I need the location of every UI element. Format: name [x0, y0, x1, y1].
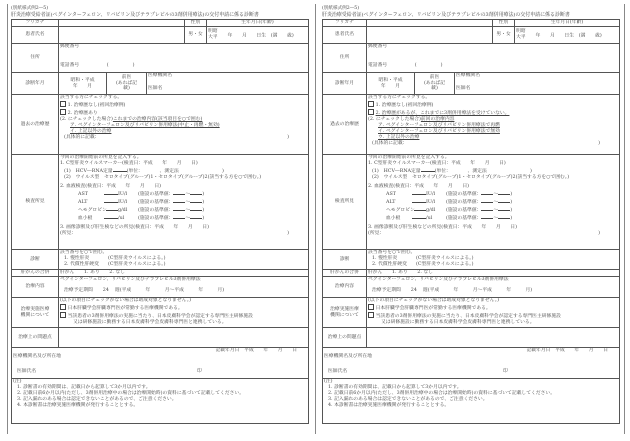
phone-label: 電話番号 [368, 62, 388, 68]
doctor-name-label: 医師名 [456, 85, 471, 91]
note-item: 1. 診断書の有効期間は、記載日から起算して3か月以内です。 [328, 384, 462, 390]
past-treatment-sub-item[interactable]: イ. ペグインターフェロン及びリバビリン併用療法で無効 [378, 129, 500, 135]
exam-findings-field: 今回の治療開始前の所見を記入する。 1. C型肝炎ウイルスマーカー(検査日：平成 年 月 日) (1) HCV―RNA定量 (単位： 、測定法 ) (2) ウイルス型 セロタイプ(グループ)1・セロタイプ(グループ)2(該当する方を○で囲む。) 2. 血液検査(検査日：平成 年 月 日) AST IU/l (施設の基準値： ～ ) ALT IU/l (施設の基準値： ～ ) ヘモグロビン g/dl (施設の基準値： ～ ) 血小板 /ul (施設の基準値： ～ ) 3. 画像診断及び肝生検などの所見(検査日：平成 年 月 日) (所見： ) [59, 155, 309, 250]
blood-row-ast[interactable]: AST IU/l (施設の基準値： ～ ) [78, 191, 205, 197]
past-treatment-sub-item[interactable]: ア. ペグインターフェロン及びリバビリン併用療法(中止・再燃・無効) [70, 123, 220, 129]
furigana-label: フリガナ [12, 20, 59, 27]
sex-options[interactable]: 男・女 [185, 27, 207, 44]
diagnosis-date-field[interactable]: 昭和・平成 年 月 [59, 73, 107, 95]
facility-check-1[interactable]: 日本肝臓学会肝臓専門医が常勤する医療機関である。 [368, 304, 618, 312]
past-treatment-label: 過去の治療歴 [323, 95, 367, 155]
hcv-rna-field[interactable]: (1) HCV―RNA定量 (単位： 、測定法 ) [64, 168, 224, 174]
diagnosis-label: 診断 [12, 250, 59, 270]
blood-row-alt[interactable]: ALT IU/l (施設の基準値： ～ ) [386, 199, 513, 205]
institution-name-label: 医療機関名 [148, 73, 172, 78]
treatment-period[interactable]: 治療予定期間 24 週(平成 年 月～平成 年 月) [372, 287, 533, 293]
diagnosis-form-table [322, 19, 620, 424]
treatment-period[interactable]: 治療予定期間 24 週(平成 年 月～平成 年 月) [64, 287, 225, 293]
phone-label: 電話番号 [60, 62, 80, 68]
patient-name-label: 患者氏名 [323, 27, 367, 44]
treatment-regimen: ペグインターフェロン、リバビリン及びテラプレビル3剤併用療法 [368, 277, 509, 282]
checkbox-icon[interactable] [60, 312, 66, 318]
past-treatment-option-1[interactable]: 1. 治療歴なし(初回治療例) [60, 101, 307, 109]
exam-findings-label: 検査所見 [323, 155, 367, 250]
exam-findings-label: 検査所見 [12, 155, 59, 250]
notes-block: (注) 1. 診断書の有効期間は、記載日から起算して3か月以内です。 2. 記載日前6か月以内(ただし、3剤併用治療中の場合は治療開始時)の資料に基づいて記載してください。 3. 記入漏れのある場合は認定できないことがあるので、ご注意ください。 4. 本診断書は治療実施医療機関が発行することとする。 [12, 379, 309, 424]
facility-label: 治療実施医療 機関について [323, 298, 367, 328]
past-treatment-field: 該当する方にチェックする。 1. 治療歴なし(初回治療例) 2. 治療歴あり (2. にチェックした場合)これまでの治療内容(該当項目を○で囲む) ア. ペグインターフェロン及びリバビリン併用療法(中止・再燃・無効) イ. 上記以外の治療 (具体的に記載： ) [59, 95, 309, 155]
diagnosis-option-1[interactable]: 1. 慢性肝炎 (C型肝炎ウイルスによる。) [372, 255, 474, 261]
furigana-field[interactable] [367, 20, 493, 27]
address-field[interactable] [59, 44, 309, 73]
liver-cancer-label: 肝がんの合併 [12, 270, 59, 277]
era-option-1[interactable]: 明昭 [208, 29, 218, 35]
facility-check-2[interactable]: 当該患者の3剤併用療法の実施に当たり、日本皮膚科学会が認定する専門医主研修施設 [60, 312, 307, 320]
diagnosis-field: 該当番号を○で囲む。 1. 慢性肝炎 (C型肝炎ウイルスによる。) 2. 代償性肝硬変 (C型肝炎ウイルスによる。) [367, 250, 620, 270]
facility-field: (以下の項目にチェックがない場合は助成対象となりません。) 日本肝臓学会肝臓専門医が常勤する医療機関である。 当該患者の3剤併用療法の実施に当たり、日本皮膚科学会が認定する専門医主研修施設 又は研修施設に勤務する日本皮膚科学会皮膚科専門医と連携している。 [59, 298, 309, 328]
note-item: 4. 本診断書は治療実施医療機関が発行することとする。 [17, 402, 139, 408]
dob-field[interactable] [207, 27, 309, 44]
checkbox-icon[interactable] [368, 109, 374, 115]
page-right-margin-line [624, 4, 625, 434]
era-option-2[interactable]: 大平 [516, 35, 526, 40]
diagnosis-form-table [11, 19, 309, 424]
diagnosis-field: 該当番号を○で囲む。 1. 慢性肝炎 (C型肝炎ウイルスによる。) 2. 代償性肝硬変 (C型肝炎ウイルスによる。) [59, 250, 309, 270]
patient-name-field[interactable] [367, 27, 493, 44]
problems-field[interactable] [59, 328, 309, 348]
diagnosis-date-field[interactable]: 昭和・平成 年 月 [367, 73, 415, 95]
form-title: 肝炎治療受給者証(ペグインターフェロン、リバビリン及びテラプレビルの3剤併用療法)の交付申請に係る診断書 [11, 12, 259, 18]
dob-fields: 年 月 日生 (満 歳) [535, 33, 602, 39]
past-treatment-sub-item[interactable]: ウ. 上記以外の治療 [378, 135, 420, 141]
past-treatment-field: 該当する方にチェックする。 1. 治療歴なし(初回治療例) 2. 治療歴があるが、これまでに3剤併用療法を受けていない。 (2. にチェックした場合)前回の治療内容 ア. ペグインターフェロン及びリバビリン併用療法で再燃 イ. ペグインターフェロン及びリバビリン併用療法で無効 ウ. 上記以外の治療 (具体的に記載： ) [367, 95, 620, 155]
record-date[interactable]: 記載年月日 平成 年 月 日 [215, 348, 297, 353]
diagnosis-label: 診断 [323, 250, 367, 270]
notes-block: (注) 1. 診断書の有効期間は、記載日から起算して3か月以内です。 2. 記載日前6か月以内(ただし、3剤併用治療中の場合は治療開始時)の資料に基づいて記載してください。 3. 記入漏れのある場合は認定できないことがあるので、ご注意ください。 4. 本診断書は治療実施医療機関が発行することとする。 [323, 379, 620, 424]
record-date[interactable]: 記載年月日 平成 年 月 日 [526, 348, 608, 353]
form-number: (別紙様式例2―5) [322, 6, 359, 11]
patient-name-field[interactable] [59, 27, 185, 44]
doctor-name-label: 医師名 [148, 85, 163, 91]
previous-doctor-field[interactable] [455, 73, 620, 95]
institution-address-label: 医療機関名及び所在地 [13, 353, 61, 359]
furigana-field[interactable] [59, 20, 185, 27]
findings-field[interactable]: (所見： ) [60, 230, 289, 236]
era-option-2[interactable]: 大平 [208, 35, 218, 40]
previous-doctor-label: 前医 (あれば記 載) [107, 73, 147, 95]
diagnosis-option-2[interactable]: 2. 代償性肝硬変 (C型肝炎ウイルスによる。) [64, 261, 166, 267]
checkbox-icon[interactable] [368, 312, 374, 318]
facility-check-2[interactable]: 当該患者の3剤併用療法の実施に当たり、日本皮膚科学会が認定する専門医主研修施設 [368, 312, 618, 320]
seal-mark: 印 [503, 368, 508, 374]
past-treatment-label: 過去の治療歴 [12, 95, 59, 155]
doctor-signature[interactable]: 医師氏名 印 [328, 368, 508, 374]
dob-fields: 年 月 日生 (満 歳) [227, 33, 294, 39]
dob-field[interactable] [515, 27, 620, 44]
past-treatment-detail[interactable]: (具体的に記載： ) [64, 135, 289, 141]
diagnosis-option-2[interactable]: 2. 代償性肝硬変 (C型肝炎ウイルスによる。) [372, 261, 474, 267]
form-number: (別紙様式例2―5) [11, 6, 48, 11]
furigana-label: フリガナ [323, 20, 367, 27]
blood-row-alt[interactable]: ALT IU/l (施設の基準値： ～ ) [78, 199, 205, 205]
patient-name-label: 患者氏名 [12, 27, 59, 44]
virus-type-field[interactable]: (2) ウイルス型 セロタイプ(グループ)1・セロタイプ(グループ)2(該当する方を○で囲む。) [372, 174, 570, 180]
dob-label: 生年月日(年齢) [515, 20, 620, 27]
virus-type-field[interactable]: (2) ウイルス型 セロタイプ(グループ)1・セロタイプ(グループ)2(該当する方を○で囲む。) [64, 174, 262, 180]
treatment-field [367, 277, 620, 298]
doctor-signature[interactable]: 医師氏名 印 [17, 368, 202, 374]
address-field[interactable] [367, 44, 620, 73]
postal-code-label: 郵便番号 [368, 44, 388, 49]
problems-field[interactable] [367, 328, 620, 348]
address-label: 住所 [323, 44, 367, 73]
treatment-field [59, 277, 309, 298]
diagnosis-date-label: 診断年月 [12, 73, 59, 95]
diagnosis-option-1[interactable]: 1. 慢性肝炎 (C型肝炎ウイルスによる。) [64, 255, 166, 261]
liver-cancer-label: 肝がんの合併 [323, 270, 367, 277]
diagnosis-date-label: 診断年月 [323, 73, 367, 95]
form-page-2 [322, 6, 620, 424]
past-treatment-option-1[interactable]: 1. 治療歴なし(初回治療例) [368, 101, 618, 109]
past-treatment-option-2[interactable]: 2. 治療歴があるが、これまでに3剤併用療法を受けていない。 [368, 109, 618, 117]
note-item: 1. 診断書の有効期間は、記載日から起算して3か月以内です。 [17, 384, 151, 390]
previous-doctor-label: 前医 (あれば記 載) [415, 73, 455, 95]
sex-options[interactable]: 男・女 [493, 27, 515, 44]
past-treatment-detail[interactable]: (具体的に記載： ) [372, 141, 600, 147]
sex-label: 性別 [493, 20, 515, 27]
seal-mark: 印 [197, 368, 202, 374]
facility-field: (以下の項目にチェックがない場合は助成対象となりません。) 日本肝臓学会肝臓専門医が常勤する医療機関である。 当該患者の3剤併用療法の実施に当たり、日本皮膚科学会が認定する専門医主研修施設 又は研修施設に勤務する日本皮膚科学会皮膚科専門医と連携している。 [367, 298, 620, 328]
blood-row-platelet[interactable]: 血小板 /ul (施設の基準値： ～ ) [78, 215, 205, 221]
treatment-label: 治療内容 [12, 277, 59, 298]
hcv-rna-field[interactable]: (1) HCV―RNA定量 (単位： 、測定法 ) [372, 168, 532, 174]
problems-label: 治療上の問題点 [323, 328, 367, 348]
note-item: 2. 記載日前6か月以内(ただし、3剤併用治療中の場合は治療開始時)の資料に基づいて記載してください。 [17, 390, 245, 396]
sex-label: 性別 [185, 20, 207, 27]
note-item: 3. 記入漏れのある場合は認定できないことがあるので、ご注意ください。 [17, 396, 177, 402]
blood-row-hemoglobin[interactable]: ヘモグロビン g/dl (施設の基準値： ～ ) [78, 207, 205, 213]
problems-label: 治療上の問題点 [12, 328, 59, 348]
checkbox-icon[interactable] [60, 304, 66, 310]
form-title: 肝炎治療受給者証(ペグインターフェロン、リバビリン及びテラプレビルの3剤併用療法)の交付申請に係る診断書 [322, 12, 570, 18]
blood-row-ast[interactable]: AST IU/l (施設の基準値： ～ ) [386, 191, 513, 197]
liver-cancer-options[interactable]: 肝がん 1. あり 2. なし [367, 270, 620, 277]
postal-code-label: 郵便番号 [60, 44, 80, 49]
treatment-regimen: ペグインターフェロン、リバビリン及びテラプレビル3剤併用療法 [60, 277, 201, 282]
liver-cancer-options[interactable]: 肝がん 1. あり 2. なし [59, 270, 309, 277]
institution-address-label: 医療機関名及び所在地 [324, 353, 372, 359]
blood-row-hemoglobin[interactable]: ヘモグロビン g/dl (施設の基準値： ～ ) [386, 207, 513, 213]
facility-check-1[interactable]: 日本肝臓学会肝臓専門医が常勤する医療機関である。 [60, 304, 307, 312]
checkbox-icon[interactable] [60, 101, 66, 107]
past-treatment-sub-item[interactable]: イ. 上記以外の治療 [70, 129, 112, 135]
note-item: 3. 記入漏れのある場合は認定できないことがあるので、ご注意ください。 [328, 396, 488, 402]
facility-label: 治療実施医療 機関について [12, 298, 59, 328]
checkbox-icon[interactable] [368, 101, 374, 107]
note-item: 2. 記載日前6か月以内(ただし、3剤併用治療中の場合は治療開始時)の資料に基づいて記載してください。 [328, 390, 556, 396]
form-page-1 [11, 6, 309, 424]
past-treatment-sub-item[interactable]: ア. ペグインターフェロン及びリバビリン併用療法で再燃 [378, 123, 500, 129]
past-treatment-option-2[interactable]: 2. 治療歴あり [60, 109, 307, 117]
page-left-margin-line [7, 4, 8, 434]
checkbox-icon[interactable] [60, 109, 66, 115]
dob-label: 生年月日(年齢) [207, 20, 309, 27]
page-divider-line [315, 4, 316, 434]
address-label: 住所 [12, 44, 59, 73]
previous-doctor-field[interactable] [147, 73, 309, 95]
signature-block [12, 348, 309, 379]
phone-field[interactable]: ( ) [414, 62, 443, 68]
institution-name-label: 医療機関名 [456, 73, 480, 78]
findings-field[interactable]: (所見： ) [368, 230, 600, 236]
blood-row-platelet[interactable]: 血小板 /ul (施設の基準値： ～ ) [386, 215, 513, 221]
checkbox-icon[interactable] [368, 304, 374, 310]
era-option-1[interactable]: 明昭 [516, 29, 526, 35]
phone-field[interactable]: ( ) [106, 62, 135, 68]
note-item: 4. 本診断書は治療実施医療機関が発行することとする。 [328, 402, 450, 408]
treatment-label: 治療内容 [323, 277, 367, 298]
signature-block [323, 348, 620, 379]
exam-findings-field: 今回の治療開始前の所見を記入する。 1. C型肝炎ウイルスマーカー(検査日：平成 年 月 日) (1) HCV―RNA定量 (単位： 、測定法 ) (2) ウイルス型 セロタイプ(グループ)1・セロタイプ(グループ)2(該当する方を○で囲む。) 2. 血液検査(検査日：平成 年 月 日) AST IU/l (施設の基準値： ～ ) ALT IU/l (施設の基準値： ～ ) ヘモグロビン g/dl (施設の基準値： ～ ) 血小板 /ul (施設の基準値： ～ ) 3. 画像診断及び肝生検などの所見(検査日：平成 年 月 日) (所見： ) [367, 155, 620, 250]
